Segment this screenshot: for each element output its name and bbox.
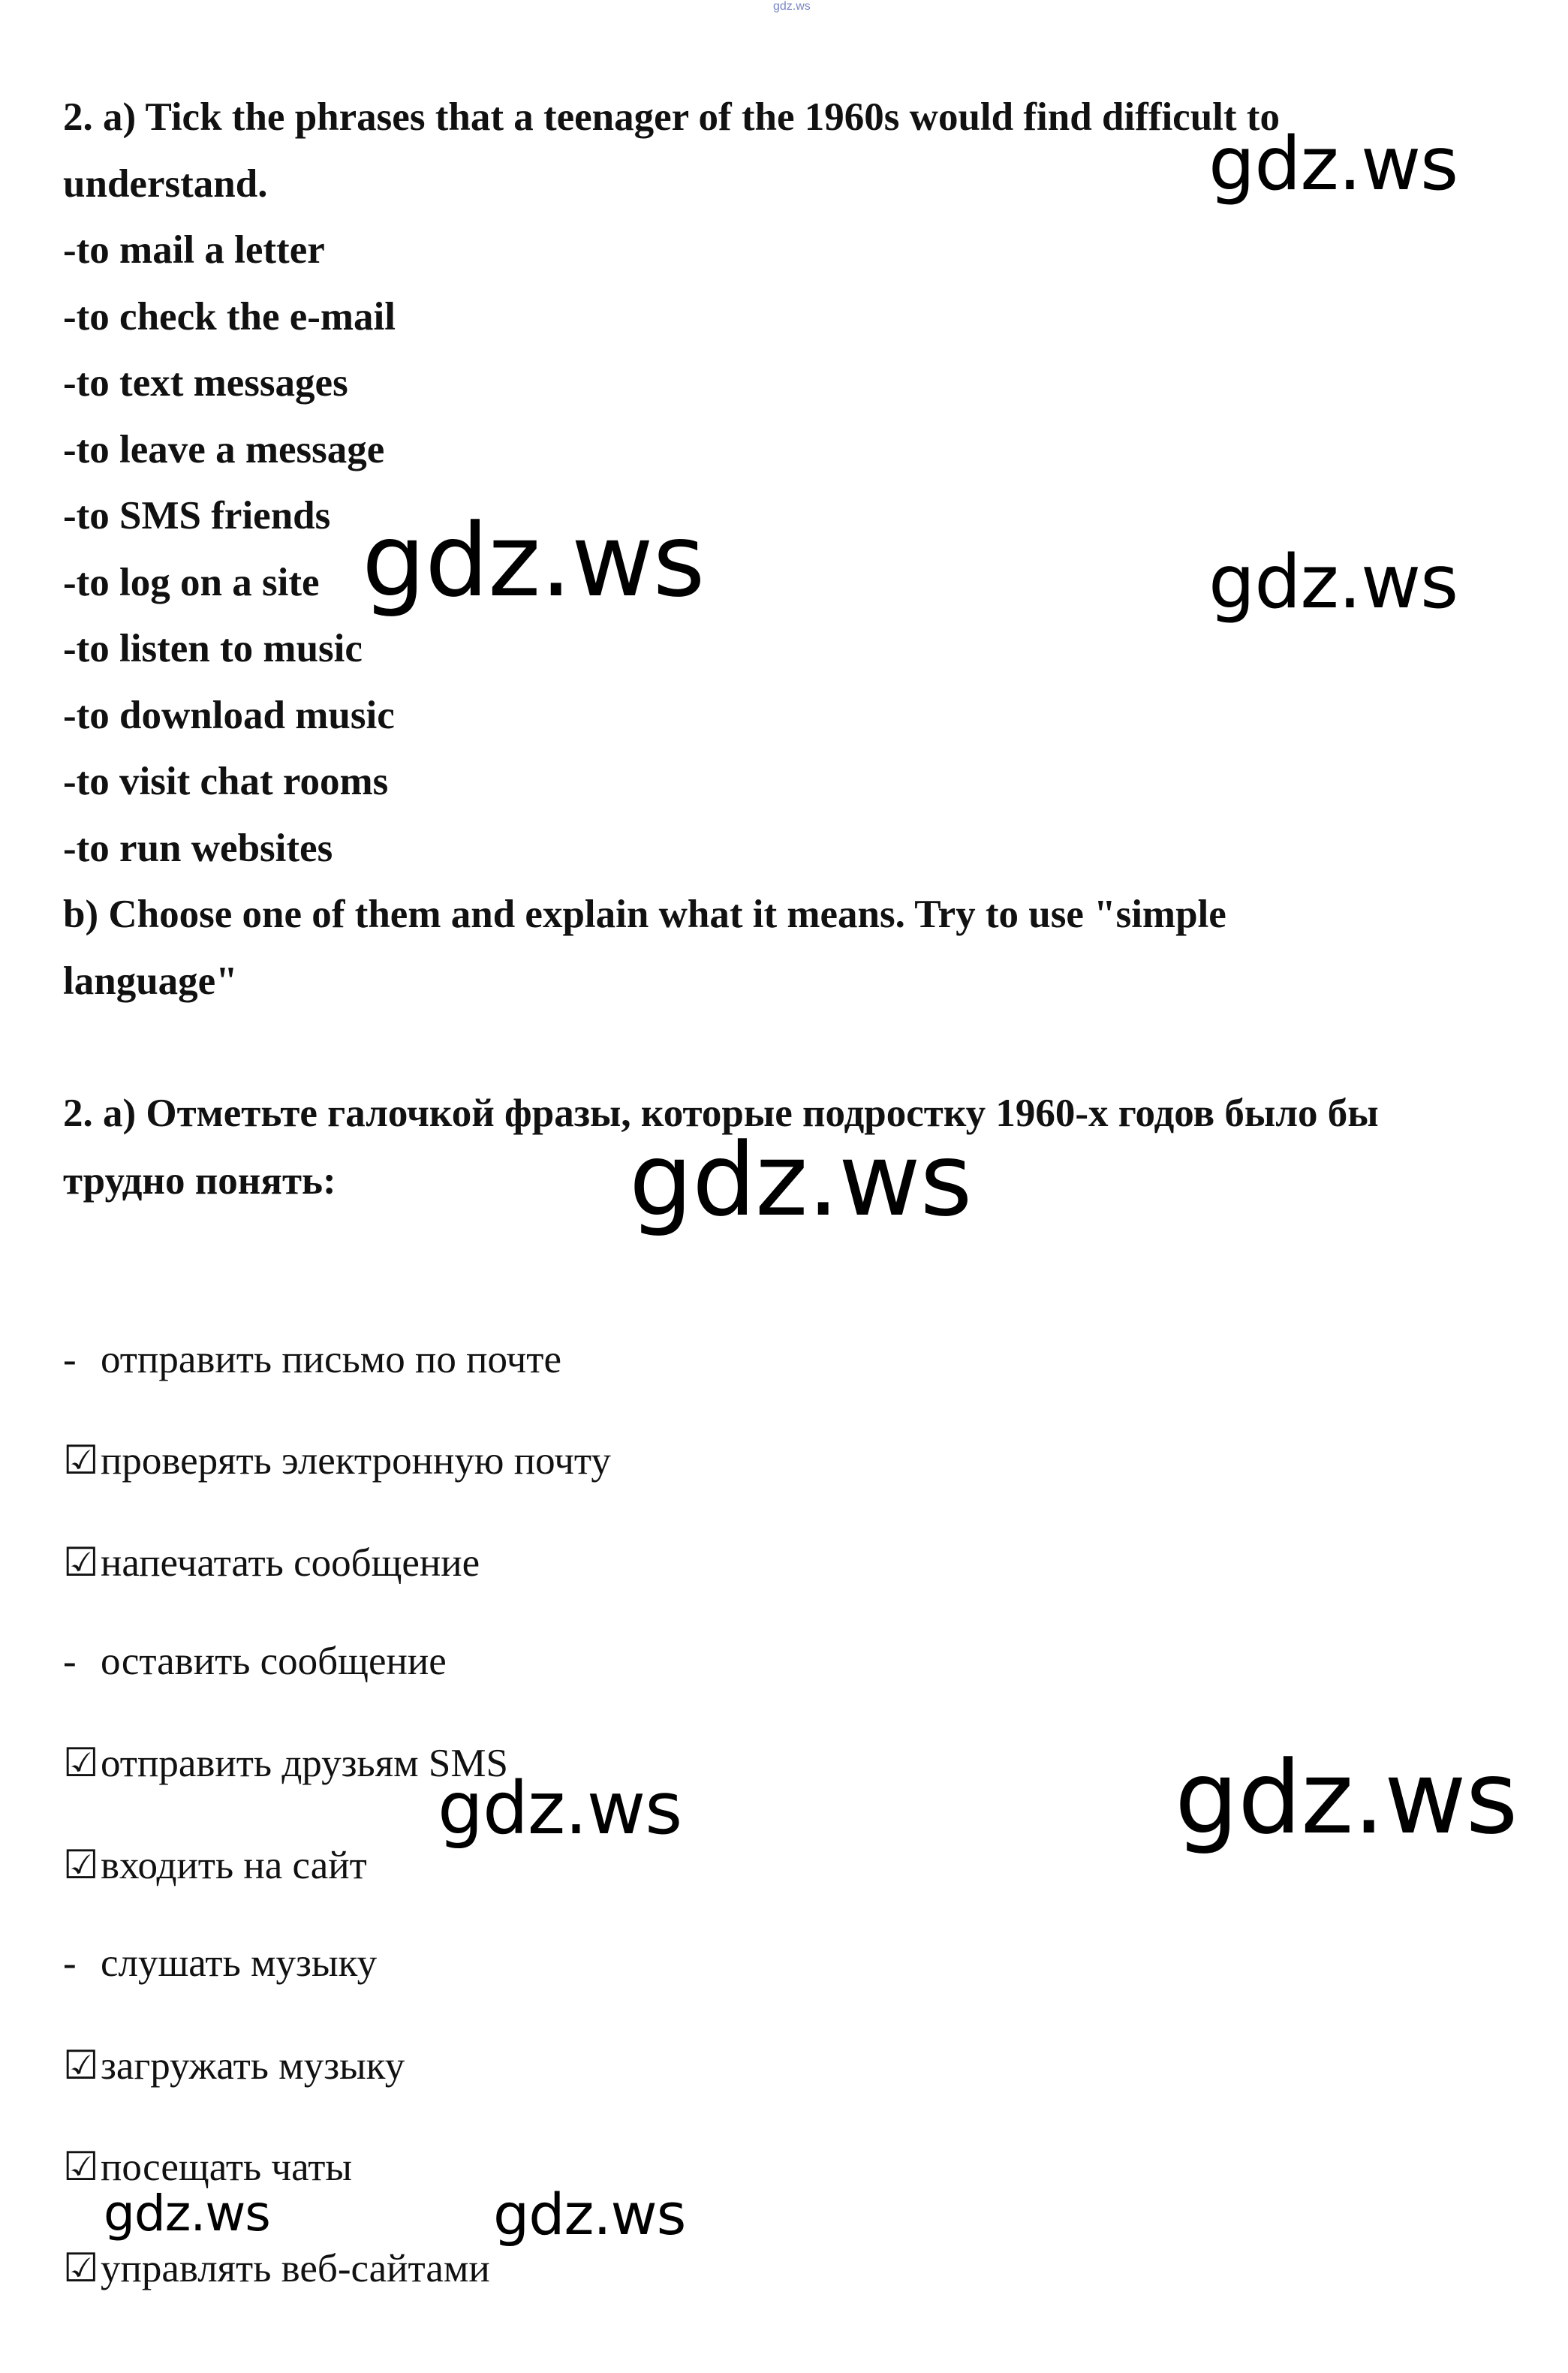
english-list-item: -to log on a site <box>63 560 320 604</box>
dash-mark: - <box>63 1338 77 1381</box>
checkbox-checked-icon: ☑ <box>63 1541 99 1585</box>
watermark: gdz.ws <box>1208 540 1458 625</box>
russian-list-item <box>63 1841 367 1890</box>
english-list-item: -to check the e-mail <box>63 294 396 339</box>
russian-list-item <box>63 1939 377 1987</box>
english-list-item: -to visit chat rooms <box>63 760 389 803</box>
watermark: gdz.ws <box>1208 122 1458 207</box>
english-title-line-1: 2. a) Tick the phrases that a teenager of the 1960s would find difficult to <box>63 95 1280 139</box>
checkbox-checked-icon: ☑ <box>63 2146 99 2189</box>
russian-item-text: оставить сообщение <box>101 1640 447 1683</box>
checkbox-checked-icon: ☑ <box>63 1742 99 1785</box>
russian-list-item <box>63 1539 480 1587</box>
watermark: gdz.ws <box>493 2181 686 2248</box>
russian-list-item <box>63 2042 405 2090</box>
english-list-item: -to SMS friends <box>63 494 331 538</box>
russian-item-text: напечатать сообщение <box>101 1541 480 1585</box>
russian-item-text: отправить друзьям SMS <box>101 1742 508 1785</box>
russian-item-text: посещать чаты <box>101 2146 353 2189</box>
russian-item-text: слушать музыку <box>101 1941 378 1985</box>
english-list-item: -to leave a message <box>63 427 385 471</box>
checkbox-checked-icon: ☑ <box>63 2247 99 2290</box>
russian-list-item <box>63 1437 611 1485</box>
english-list-item: -to listen to music <box>63 627 363 670</box>
russian-item-text: входить на сайт <box>101 1844 367 1887</box>
russian-item-text: загружать музыку <box>101 2044 405 2088</box>
header-watermark: gdz.ws <box>773 0 811 13</box>
english-title-line-2: understand. <box>63 161 268 206</box>
watermark: gdz.ws <box>1175 1739 1518 1857</box>
russian-list-item <box>63 1637 447 1685</box>
dash-mark: - <box>63 1640 77 1683</box>
english-list-item: -to run websites <box>63 826 333 870</box>
english-list-item: -to download music <box>63 693 395 737</box>
english-list-item: -to text messages <box>63 361 348 405</box>
russian-list-item <box>63 2245 490 2293</box>
russian-item-text: управлять веб-сайтами <box>101 2247 490 2290</box>
english-part-b-line-1: b) Choose one of them and explain what it means. Try to use "simple <box>63 893 1226 936</box>
russian-list-item <box>63 1336 561 1384</box>
checkbox-checked-icon: ☑ <box>63 1844 99 1887</box>
english-part-b-line-2: language" <box>63 959 238 1003</box>
russian-item-text: проверять электронную почту <box>101 1439 611 1483</box>
english-list-item: -to mail a letter <box>63 228 325 272</box>
russian-title-line-1: 2. а) Отметьте галочкой фразы, которые подростку 1960-х годов было бы <box>63 1092 1379 1135</box>
russian-title-line-2: трудно понять: <box>63 1159 336 1203</box>
checkbox-checked-icon: ☑ <box>63 2044 99 2088</box>
watermark: gdz.ws <box>438 1766 682 1851</box>
dash-mark: - <box>63 1941 77 1985</box>
checkbox-checked-icon: ☑ <box>63 1439 99 1483</box>
watermark: gdz.ws <box>629 1122 972 1239</box>
russian-item-text: отправить письмо по почте <box>101 1338 561 1381</box>
watermark: gdz.ws <box>104 2185 270 2242</box>
watermark: gdz.ws <box>362 502 705 619</box>
